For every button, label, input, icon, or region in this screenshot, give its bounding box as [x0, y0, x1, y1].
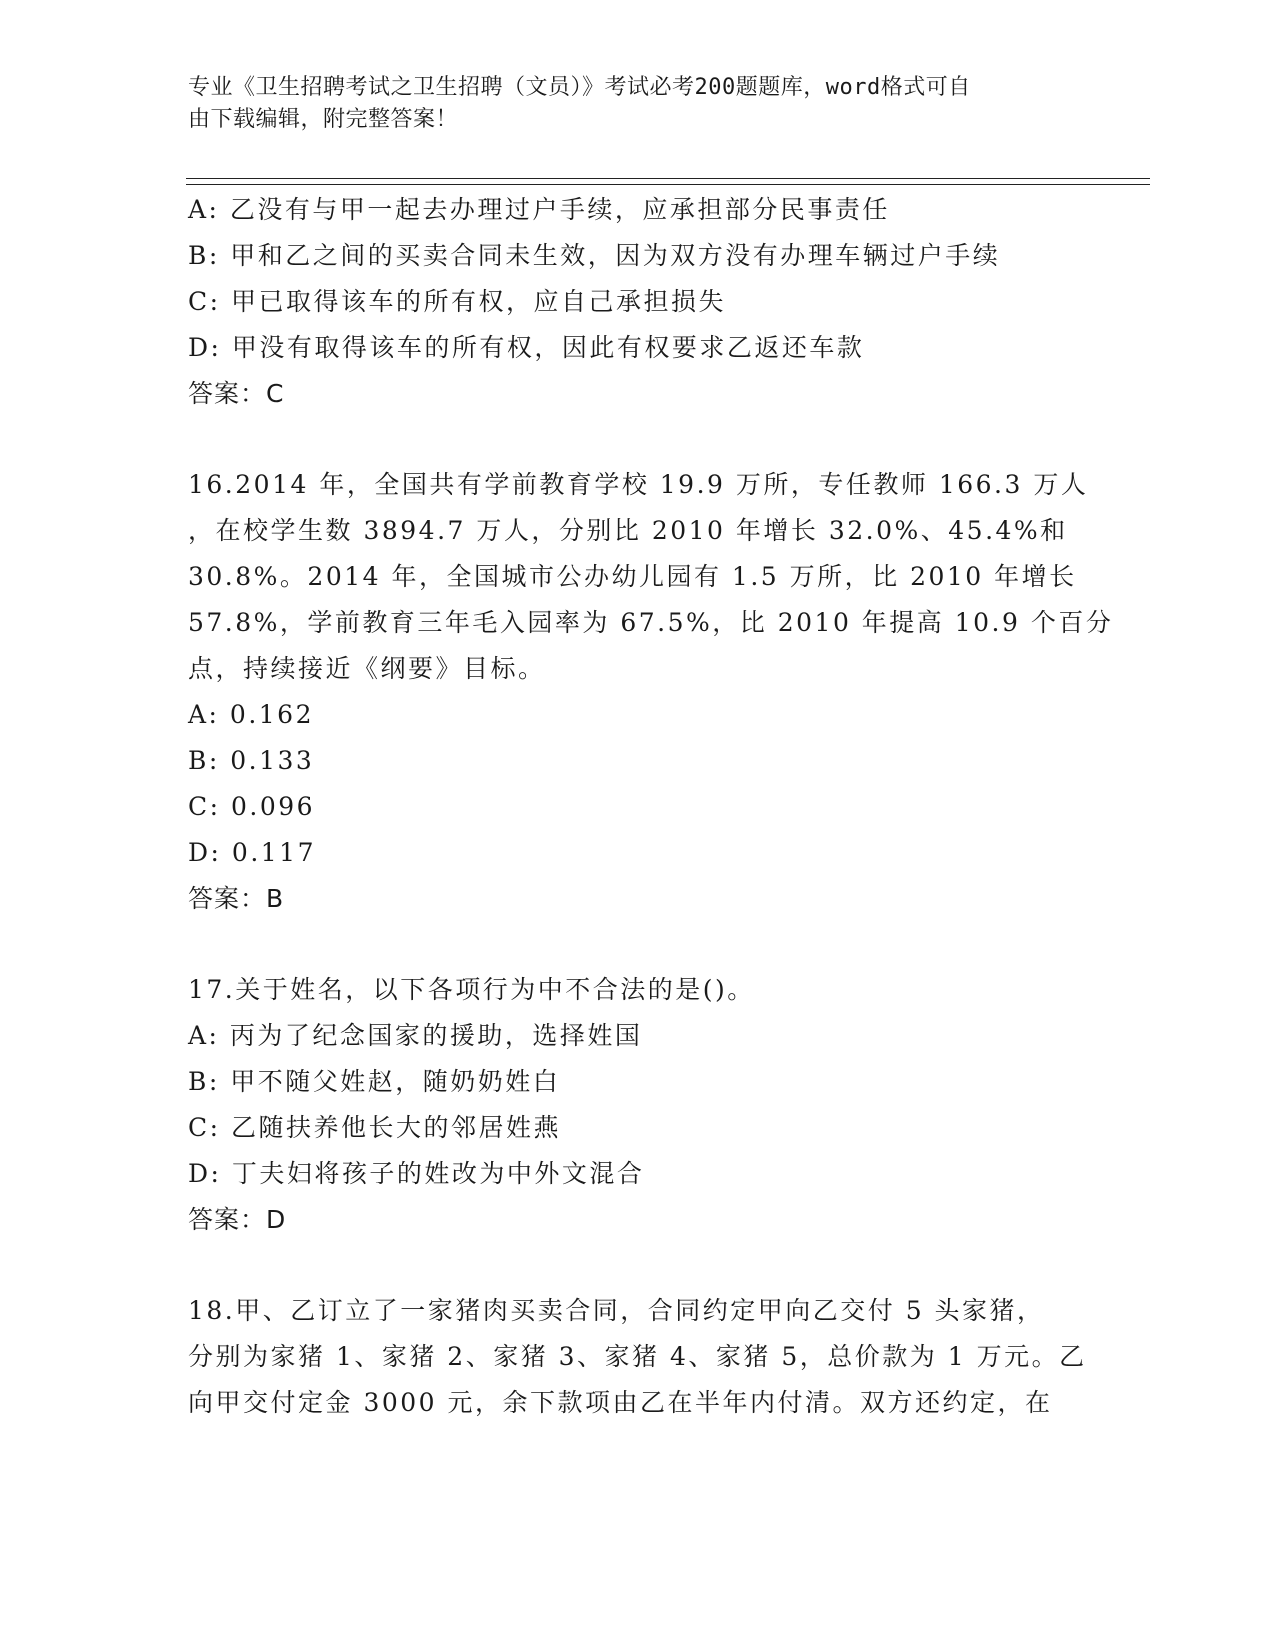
- question-17: [188, 967, 1088, 1243]
- question-text-line: 30.8%。2014 年，全国城市公办幼儿园有 1.5 万所，比 2010 年增长: [188, 562, 1077, 591]
- option-c: C: 甲已取得该车的所有权，应自己承担损失: [188, 287, 726, 316]
- question-list: [188, 187, 1114, 1426]
- option-b: B: 甲和乙之间的买卖合同未生效，因为双方没有办理车辆过户手续: [188, 241, 1001, 270]
- question-15: [188, 187, 1088, 417]
- option-d: D: 0.117: [188, 838, 316, 867]
- option-d: D: 丁夫妇将孩子的姓改为中外文混合: [188, 1159, 645, 1188]
- question-16: [188, 462, 1114, 922]
- answer: 答案：D: [188, 1205, 287, 1234]
- answer: 答案：B: [188, 884, 285, 913]
- option-a: A: 丙为了纪念国家的援助，选择姓国: [188, 1021, 643, 1050]
- option-a: A: 0.162: [188, 700, 314, 729]
- option-a: A: 乙没有与甲一起去办理过户手续，应承担部分民事责任: [188, 195, 890, 224]
- question-text-line: 分别为家猪 1、家猪 2、家猪 3、家猪 4、家猪 5，总价款为 1 万元。乙: [188, 1342, 1087, 1371]
- question-text-line: 16.2014 年，全国共有学前教育学校 19.9 万所，专任教师 166.3 万人: [188, 470, 1089, 499]
- option-b: B: 甲不随父姓赵，随奶奶姓白: [188, 1067, 561, 1096]
- header-line-2: 由下载编辑，附完整答案！: [188, 107, 459, 132]
- answer: 答案：C: [188, 379, 285, 408]
- option-d: D: 甲没有取得该车的所有权，因此有权要求乙返还车款: [188, 333, 865, 362]
- question-18: [188, 1288, 1088, 1426]
- question-spacer: [188, 1243, 1088, 1288]
- question-spacer: [188, 417, 1088, 462]
- question-text-line: 17.关于姓名，以下各项行为中不合法的是()。: [188, 975, 755, 1004]
- option-b: B: 0.133: [188, 746, 315, 775]
- option-c: C: 0.096: [188, 792, 316, 821]
- question-spacer: [188, 922, 1088, 967]
- header-line-1: 专业《卫生招聘考试之卫生招聘（文员）》考试必考200题题库，word格式可自: [188, 75, 971, 100]
- option-c: C: 乙随扶养他长大的邻居姓燕: [188, 1113, 561, 1142]
- question-text-line: 点，持续接近《纲要》目标。: [188, 654, 546, 683]
- question-text-line: ，在校学生数 3894.7 万人，分别比 2010 年增长 32.0%、45.4%和: [188, 516, 1068, 545]
- question-text-line: 18.甲、乙订立了一家猪肉买卖合同，合同约定甲向乙交付 5 头家猪，: [188, 1296, 1045, 1325]
- question-text-line: 向甲交付定金 3000 元，余下款项由乙在半年内付清。双方还约定，在: [188, 1388, 1053, 1417]
- header-divider-bottom: [186, 184, 1150, 185]
- document-header: [188, 72, 1068, 136]
- header-divider-top: [186, 178, 1150, 179]
- question-text-line: 57.8%，学前教育三年毛入园率为 67.5%，比 2010 年提高 10.9 个百分: [188, 608, 1114, 637]
